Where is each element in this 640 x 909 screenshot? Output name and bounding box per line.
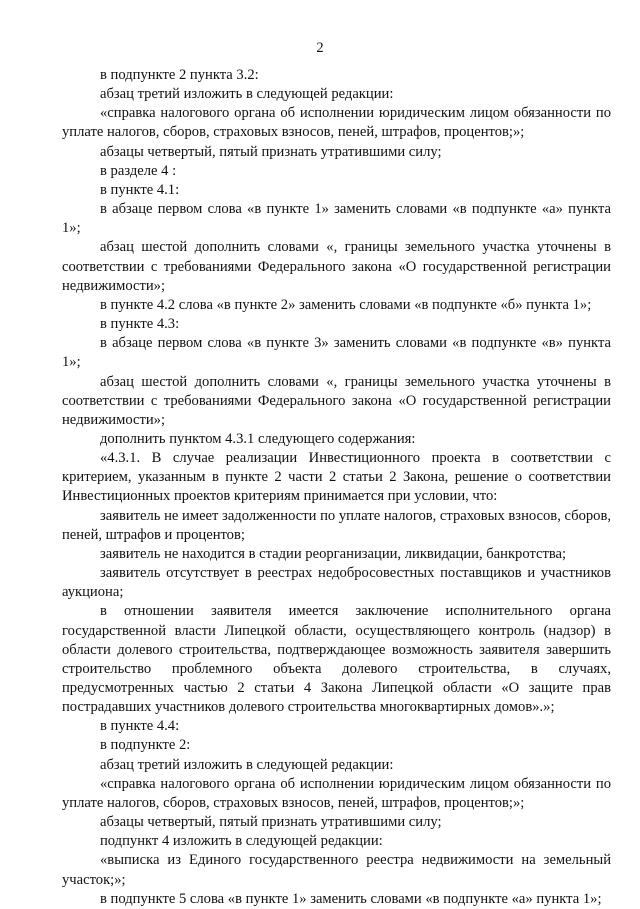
paragraph: в пункте 4.4: [100,718,180,735]
paragraph: в пункте 4.1: [100,181,180,198]
paragraph: абзац шестой дополнить словами «, границы земельного участка уточнены в соответствии с требованиями Федерального закона «О государственной регистрации недвижимости»; [62,239,611,294]
paragraph: абзац шестой дополнить словами «, границы земельного участка уточнены в соответствии с требованиями Федерального закона «О государственной регистрации недвижимости»; [62,373,611,428]
paragraph: «выписка из Единого государственного реестра недвижимости на земельный участок;»; [62,852,611,888]
paragraph: заявитель не имеет задолженности по уплате налогов, страховых взносов, сборов, пеней, штрафов и процентов; [62,507,612,543]
paragraph: «4.3.1. В случае реализации Инвестиционного проекта в соответствии с критерием, указанным в пункте 2 части 2 статьи 2 Закона, решение о соответствии Инвестиционных проектов критериям принимается при условии, что: [62,450,611,505]
paragraph: в отношении заявителя имеется заключение исполнительного органа государственной власти Липецкой области, осуществляющего контроль (надзор) в области долевого строительства, подтверждающее возможность заявителя завершить строительство проблемного объекта долевого строительства, в случаях, предусмотренных частью 2 статьи 4 Закона Липецкой области «О защите прав пострадавших участников долевого строительства многоквартирных домов».»; [62,603,611,716]
paragraph: в подпункте 2: [100,737,191,754]
paragraph: заявитель отсутствует в реестрах недобросовестных поставщиков и участников аукциона; [62,565,611,601]
paragraph: абзацы четвертый, пятый признать утратившими силу; [100,814,442,831]
paragraph: в разделе 4 : [100,162,177,179]
paragraph: в абзаце первом слова «в пункте 1» заменить словами «в подпункте «а» пункта 1»; [62,201,611,237]
paragraph: в пункте 4.2 слова «в пункте 2» заменить словами «в подпункте «б» пункта 1»; [100,296,592,313]
paragraph: в пункте 4.3: [100,316,180,333]
paragraph: абзац третий изложить в следующей редакции: [100,86,394,103]
paragraph: заявитель не находится в стадии реорганизации, ликвидации, банкротства; [100,545,567,562]
paragraph: абзац третий изложить в следующей редакции: [100,756,394,773]
paragraph: в подпункте 2 пункта 3.2: [100,67,259,83]
paragraph: «справка налогового органа об исполнении юридическим лицом обязанности по уплате налогов, сборов, страховых взносов, пеней, штрафов, процентов;»; [62,105,611,141]
paragraph: «справка налогового органа об исполнении юридическим лицом обязанности по уплате налогов, сборов, страховых взносов, пеней, штрафов, процентов;»; [62,775,611,811]
page-number: 2 [316,40,324,56]
paragraph: дополнить пунктом 4.3.1 следующего содержания: [100,430,416,447]
paragraph: в подпункте 5 слова «в пункте 1» заменить словами «в подпункте «а» пункта 1»; [100,890,602,907]
document-body [62,66,611,909]
paragraph: абзацы четвертый, пятый признать утратившими силу; [100,143,442,160]
paragraph: в абзаце первом слова «в пункте 3» заменить словами «в подпункте «в» пункта 1»; [62,335,611,371]
paragraph: подпункт 4 изложить в следующей редакции: [100,833,383,850]
